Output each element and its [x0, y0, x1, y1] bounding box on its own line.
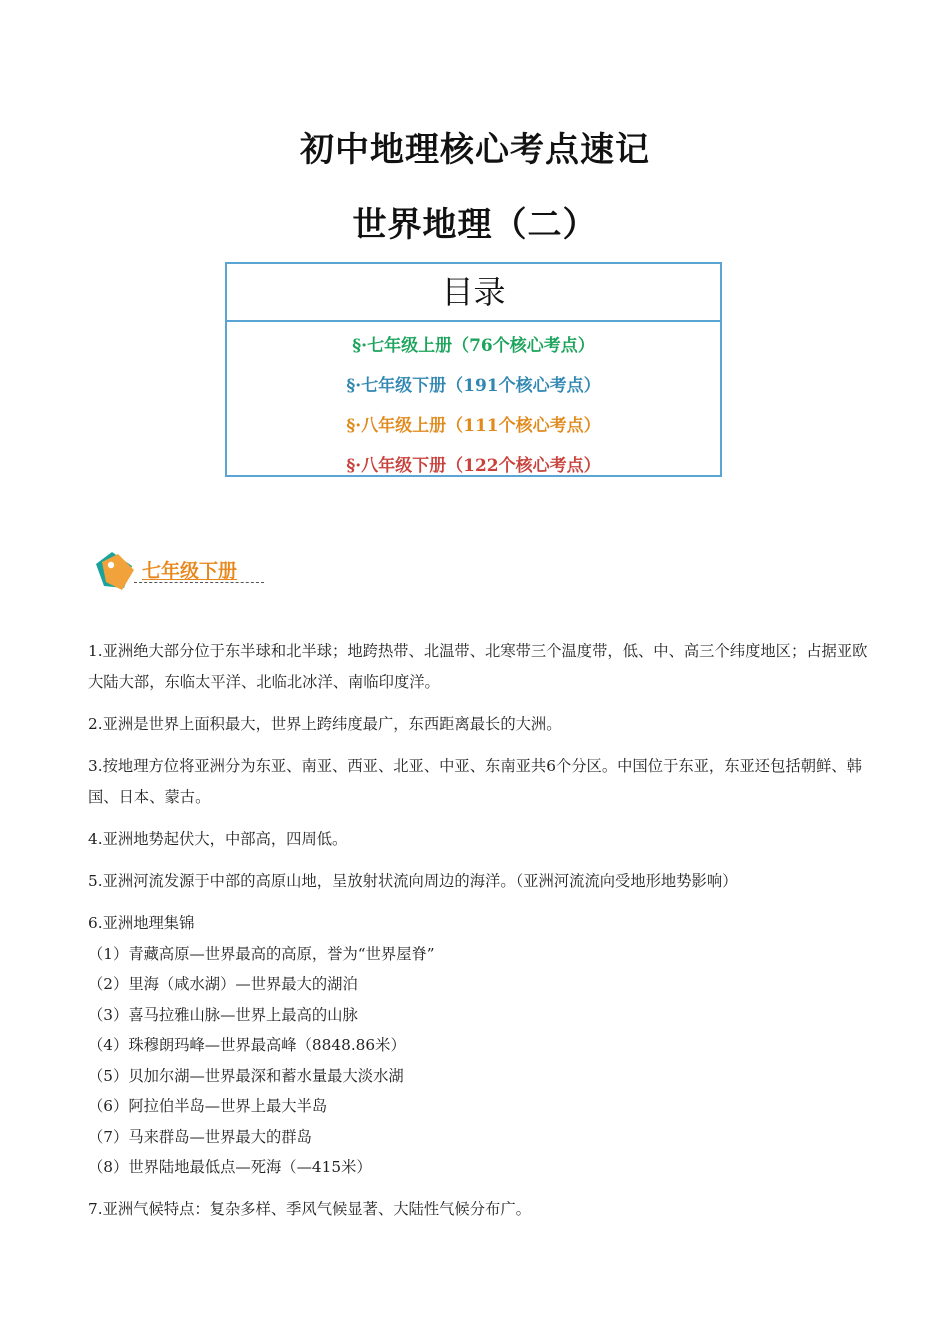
document-title: 初中地理核心考点速记 — [300, 130, 650, 170]
toc-item-grade7-first[interactable]: §·七年级上册（76个核心考点） — [352, 336, 595, 356]
section-divider — [134, 582, 264, 583]
point-3: 3.按地理方位将亚洲分为东亚、南亚、西亚、北亚、中亚、东南亚共6个分区。中国位于东亚，东亚还包括朝鲜、韩国、日本、蒙古。 — [88, 757, 862, 806]
point-6 — [88, 908, 878, 1183]
tag-icon — [92, 548, 138, 594]
document-subtitle: 世界地理（二） — [352, 205, 598, 245]
list-item: （7）马来群岛—世界最大的群岛 — [88, 1127, 312, 1146]
list-item: （1）青藏高原—世界最高的高原，誉为“世界屋脊” — [88, 944, 435, 963]
list-item: （3）喜马拉雅山脉—世界上最高的山脉 — [88, 1005, 358, 1024]
list-item: （8）世界陆地最低点—死海（—415米） — [88, 1158, 372, 1176]
point-2: 2.亚洲是世界上面积最大，世界上跨纬度最广，东西距离最长的大洲。 — [88, 715, 562, 733]
toc-heading: 目录 — [227, 264, 720, 322]
point-4: 4.亚洲地势起伏大，中部高，四周低。 — [88, 830, 348, 848]
table-of-contents — [225, 262, 722, 477]
list-item: （6）阿拉伯半岛—世界上最大半岛 — [88, 1097, 328, 1115]
toc-item-grade7-second[interactable]: §·七年级下册（191个核心考点） — [346, 376, 601, 396]
point-7: 7.亚洲气候特点：复杂多样、季风气候显著、大陆性气候分布广。 — [88, 1199, 531, 1218]
list-item: （4）珠穆朗玛峰—世界最高峰（8848.86米） — [88, 1036, 406, 1054]
point-6-heading: 6.亚洲地理集锦 — [88, 914, 195, 932]
toc-item-grade8-second[interactable]: §·八年级下册（122个核心考点） — [346, 456, 601, 476]
point-5: 5.亚洲河流发源于中部的高原山地，呈放射状流向周边的海洋。（亚洲河流流向受地形地势影响） — [88, 872, 738, 890]
list-item: （5）贝加尔湖—世界最深和蓄水量最大淡水湖 — [88, 1066, 404, 1085]
point-1: 1.亚洲绝大部分位于东半球和北半球；地跨热带、北温带、北寒带三个温度带，低、中、高三个纬度地区；占据亚欧大陆大部，东临太平洋、北临北冰洋、南临印度洋。 — [88, 642, 868, 691]
list-item: （2）里海（咸水湖）—世界最大的湖泊 — [88, 975, 358, 993]
toc-list — [227, 322, 720, 486]
content-body — [88, 636, 878, 1236]
toc-item-grade8-first[interactable]: §·八年级上册（111个核心考点） — [346, 416, 601, 436]
section-header — [92, 548, 292, 598]
section-title: 七年级下册 — [142, 560, 238, 582]
